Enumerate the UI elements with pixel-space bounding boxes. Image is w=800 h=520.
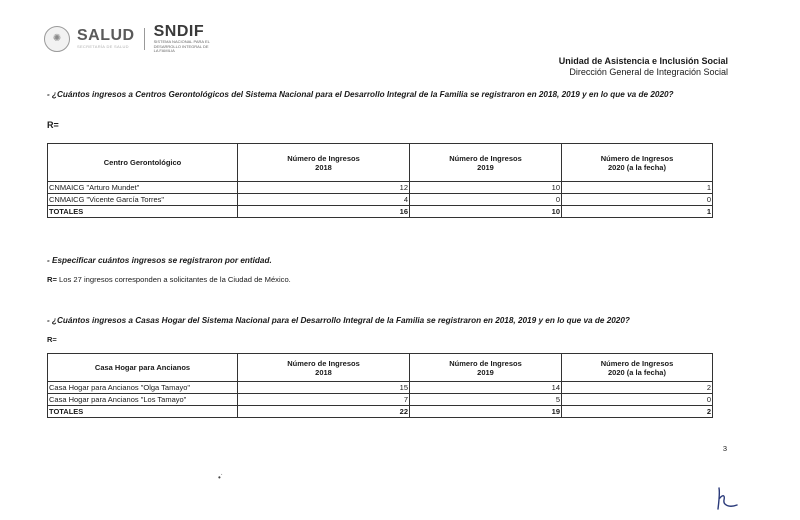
table-row [48, 394, 713, 406]
value-cell: 1 [562, 182, 713, 194]
total-label-cell: TOTALES [48, 206, 238, 218]
question-3: - ¿Cuántos ingresos a Casas Hogar del Sistema Nacional para el Desarrollo Integral de la Familia se registraron en 2018, 2019 y en lo que va de 2020? [47, 316, 630, 325]
salud-wordmark: SALUD [77, 27, 135, 45]
total-cell: 10 [410, 206, 562, 218]
value-cell: 10 [410, 182, 562, 194]
header-cell: Casa Hogar para Ancianos [48, 354, 238, 382]
header-cell: Número de Ingresos 2018 [238, 144, 410, 182]
value-cell: 14 [410, 382, 562, 394]
total-row [48, 206, 713, 218]
table-row [48, 194, 713, 206]
value-cell: 5 [410, 394, 562, 406]
table-row [48, 382, 713, 394]
home-name-cell: Casa Hogar para Ancianos "Los Tamayo" [48, 394, 238, 406]
value-cell: 0 [562, 194, 713, 206]
total-cell: 16 [238, 206, 410, 218]
salud-logo [77, 28, 135, 49]
header-cell: Número de Ingresos 2018 [238, 354, 410, 382]
total-cell: 2 [562, 406, 713, 418]
answer-label-2: R= [47, 275, 57, 284]
sndif-logo [154, 24, 214, 54]
header-logo [44, 24, 214, 54]
value-cell: 2 [562, 382, 713, 394]
center-name-cell: CNMAICG "Arturo Mundet" [48, 182, 238, 194]
gerontological-table [47, 143, 713, 218]
header-cell: Número de Ingresos 2020 (a la fecha) [562, 144, 713, 182]
answer-label-3: R= [47, 335, 57, 344]
page-number: 3 [722, 444, 727, 453]
value-cell: 12 [238, 182, 410, 194]
value-cell: 7 [238, 394, 410, 406]
question-1: - ¿Cuántos ingresos a Centros Gerontológicos del Sistema Nacional para el Desarrollo Integral de la Familia se registraron en 2018, 2019 y en lo que va de 2020? [47, 90, 674, 99]
total-cell: 22 [238, 406, 410, 418]
header-cell: Centro Gerontológico [48, 144, 238, 182]
header-department [559, 56, 728, 78]
value-cell: 0 [562, 394, 713, 406]
header-cell: Número de Ingresos 2019 [410, 144, 562, 182]
nursing-home-table [47, 353, 713, 418]
signature-icon [710, 485, 742, 513]
home-name-cell: Casa Hogar para Ancianos "Olga Tamayo" [48, 382, 238, 394]
table-row [48, 182, 713, 194]
header-cell: Número de Ingresos 2020 (a la fecha) [562, 354, 713, 382]
stray-mark-icon: •˙ [218, 473, 224, 482]
sndif-subtitle: SISTEMA NACIONAL PARA EL DESARROLLO INTEGRAL DE LA FAMILIA [153, 39, 210, 53]
total-label-cell: TOTALES [48, 406, 238, 418]
table-header-row [48, 354, 713, 382]
total-cell: 1 [562, 206, 713, 218]
answer-label-1: R= [47, 120, 59, 130]
government-seal-icon: ✺ [44, 26, 70, 52]
header-cell: Número de Ingresos 2019 [410, 354, 562, 382]
salud-subtitle: SECRETARÍA DE SALUD [77, 44, 129, 50]
question-2: - Especificar cuántos ingresos se registraron por entidad. [47, 256, 272, 265]
answer-2 [47, 275, 291, 284]
answer-text-2: Los 27 ingresos corresponden a solicitantes de la Ciudad de México. [59, 275, 291, 284]
value-cell: 15 [238, 382, 410, 394]
unit-name: Unidad de Asistencia e Inclusión Social [558, 56, 728, 66]
total-row [48, 406, 713, 418]
total-cell: 19 [410, 406, 562, 418]
sndif-wordmark: SNDIF [153, 23, 205, 40]
center-name-cell: CNMAICG "Vicente García Torres" [48, 194, 238, 206]
value-cell: 0 [410, 194, 562, 206]
logo-divider [144, 28, 145, 50]
value-cell: 4 [238, 194, 410, 206]
table-header-row [48, 144, 713, 182]
direction-name: Dirección General de Integración Social [569, 67, 728, 77]
